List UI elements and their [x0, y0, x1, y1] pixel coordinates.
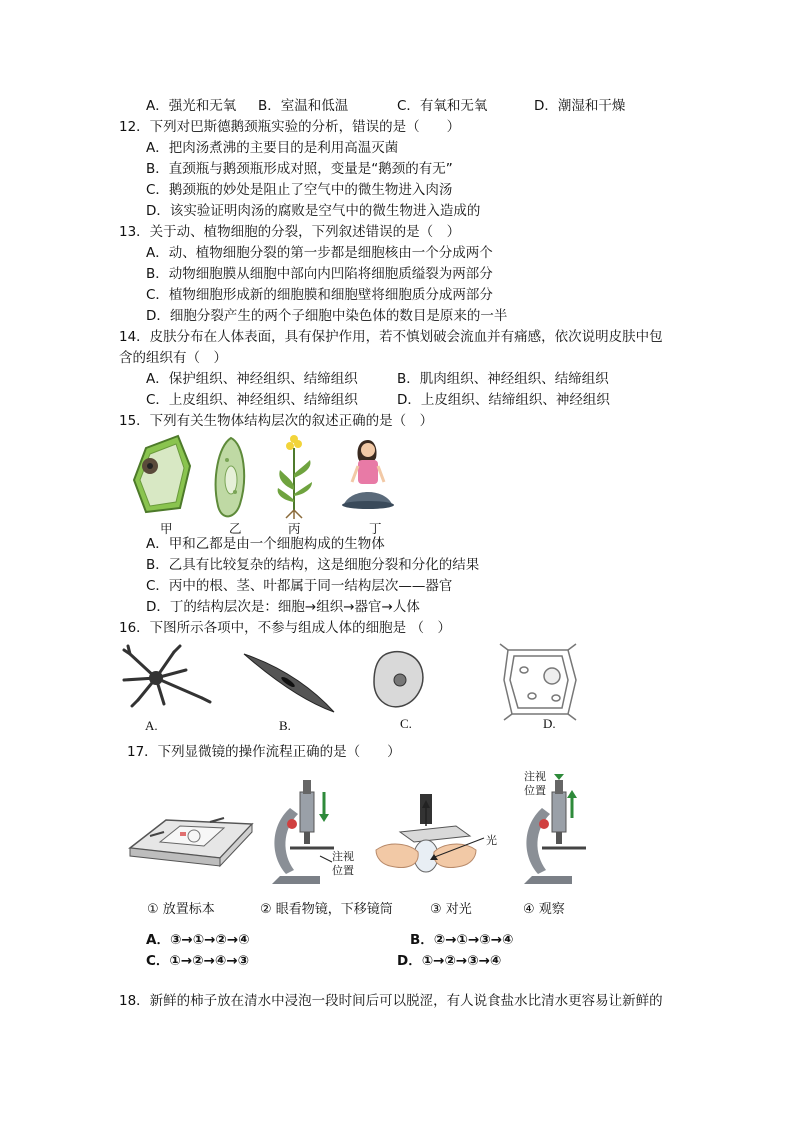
q16-label-b: B. [279, 718, 291, 733]
q17-caption-1: ① 放置标本 [147, 902, 215, 917]
q15-option-a: A．甲和乙都是由一个细胞构成的生物体 [146, 536, 385, 552]
q15-option-b: B．乙具有比较复杂的结构，这是细胞分裂和分化的结果 [146, 557, 480, 573]
q17-caption-4: ④ 观察 [523, 902, 565, 917]
stage-with-slide-image [130, 818, 252, 866]
q13-option-d: D．细胞分裂产生的两个子细胞中染色体的数目是原来的一半 [146, 308, 508, 324]
q17-option-d: D．①→②→③→④ [397, 953, 502, 969]
neuron-cell-image [124, 646, 210, 706]
q15-label-jia: 甲 [160, 521, 173, 536]
q12-option-d: D．该实验证明肉汤的腐败是空气中的微生物进入造成的 [146, 203, 481, 219]
q13-option-a: A．动、植物细胞分裂的第一步都是细胞核由一个分成两个 [146, 245, 493, 261]
q16-stem: 16．下图所示各项中，不参与组成人体的细胞是 （ ） [119, 620, 451, 636]
q16-label-d: D. [543, 716, 556, 731]
q12-option-a: A．把肉汤煮沸的主要目的是利用高温灭菌 [146, 140, 399, 156]
q14-option-d: D．上皮组织、结缔组织、神经组织 [397, 392, 610, 408]
q14-stem-line2: 含的组织有（ ） [119, 350, 227, 366]
q17-caption-2: ② 眼看物镜，下移镜筒 [260, 902, 393, 917]
q17-option-c: C．①→②→④→③ [146, 953, 250, 969]
q14-option-c: C．上皮组织、神经组织、结缔组织 [146, 392, 358, 408]
q16-figure [116, 640, 586, 740]
q14-option-b: B．肌肉组织、神经组织、结缔组织 [397, 371, 609, 387]
epithelial-cell-image [374, 652, 423, 707]
q12-stem: 12．下列对巴斯德鹅颈瓶实验的分析，错误的是（ ） [119, 119, 461, 135]
q13-option-c: C．植物细胞形成新的细胞膜和细胞壁将细胞质分成两部分 [146, 287, 493, 303]
q11-option-a: A．强光和无氧 [146, 98, 237, 114]
q12-option-c: C．鹅颈瓶的妙处是阻止了空气中的微生物进入肉汤 [146, 182, 453, 198]
q16-label-c: C. [400, 716, 412, 731]
q15-label-yi: 乙 [229, 521, 242, 536]
q15-stem: 15．下列有关生物体结构层次的叙述正确的是（ ） [119, 413, 434, 429]
plant-cell-outline-image [500, 644, 576, 720]
q15-figure [128, 430, 428, 536]
q15-label-bing: 丙 [288, 521, 301, 536]
q11-option-c: C．有氧和无氧 [397, 98, 488, 114]
q11-option-d: D．潮湿和干燥 [534, 98, 626, 114]
q17-caption-3: ③ 对光 [430, 902, 472, 917]
flowering-plant-image [278, 435, 312, 519]
q11-option-b: B．室温和低温 [258, 98, 349, 114]
plant-cell-image [134, 436, 190, 512]
microscope-lowering-image [272, 780, 334, 884]
q16-label-a: A. [145, 718, 158, 733]
q15-option-c: C．丙中的根、茎、叶都属于同一结构层次——器官 [146, 578, 453, 594]
q17-fig-text-guang: 光 [486, 834, 497, 847]
q13-stem: 13．关于动、植物细胞的分裂，下列叙述错误的是（ ） [119, 224, 461, 240]
paramecium-image [216, 438, 244, 516]
q17-fig-text-weizhi-1: 位置 [332, 864, 354, 877]
q17-fig-text-zhushi-2: 注视 [524, 770, 546, 783]
q17-option-b: B．②→①→③→④ [410, 932, 514, 948]
q18-stem: 18．新鲜的柿子放在清水中浸泡一段时间后可以脱涩，有人说食盐水比清水更容易让新鲜的 [119, 993, 663, 1009]
q17-stem: 17．下列显微镜的操作流程正确的是（ ） [127, 744, 401, 760]
q15-option-d: D．丁的结构层次是：细胞→组织→器官→人体 [146, 599, 420, 615]
q17-option-a: A．③→①→②→④ [146, 932, 250, 948]
q13-option-b: B．动物细胞膜从细胞中部向内凹陷将细胞质缢裂为两部分 [146, 266, 493, 282]
muscle-cell-image [244, 654, 334, 712]
q15-label-ding: 丁 [369, 521, 382, 536]
girl-image [342, 440, 394, 509]
q17-fig-text-weizhi-2: 位置 [524, 784, 546, 797]
q12-option-b: B．直颈瓶与鹅颈瓶形成对照，变量是“鹅颈的有无” [146, 161, 453, 177]
q14-option-a: A．保护组织、神经组织、结缔组织 [146, 371, 358, 387]
q14-stem-line1: 14．皮肤分布在人体表面，具有保护作用，若不慎划破会流血并有痛感，依次说明皮肤中包 [119, 329, 663, 345]
q17-figure [120, 766, 600, 896]
light-adjusting-image [376, 794, 484, 872]
q17-fig-text-zhushi-1: 注视 [332, 850, 354, 863]
